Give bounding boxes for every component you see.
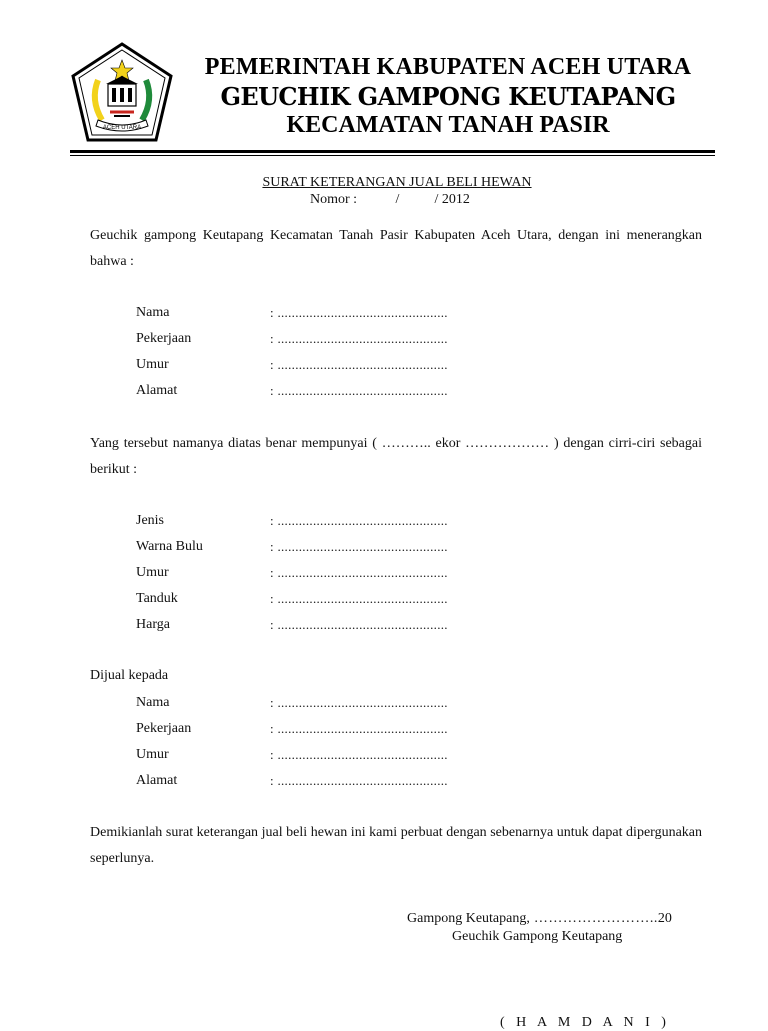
logo-text: ACEH UTARA (102, 125, 142, 131)
signature-date-blank: …………………….. (529, 911, 658, 926)
document-number: Nomor : / / 2012 (310, 192, 470, 207)
field-blank: : ................................................ (270, 565, 448, 580)
field-label: Pekerjaan (136, 331, 192, 346)
field-blank: : ................................................ (270, 539, 448, 554)
field-label: Harga (136, 617, 170, 632)
sold-to-label: Dijual kepada (90, 668, 169, 683)
field-label: Nama (136, 305, 170, 320)
statement-paragraph: Yang tersebut namanya diatas benar mempunyai ( ……….. ekor ……………… ) dengan cirri-ciri sebagai berikut : (90, 436, 702, 477)
field-blank: : ................................................ (270, 331, 448, 346)
header-line-3: KECAMATAN TANAH PASIR (286, 112, 610, 138)
field-label: Jenis (136, 513, 164, 528)
field-blank: : ................................................ (270, 695, 448, 710)
field-blank: : ................................................ (270, 747, 448, 762)
field-label: Umur (136, 357, 169, 372)
field-blank: : ................................................ (270, 305, 448, 320)
field-blank: : ................................................ (270, 357, 448, 372)
signature-place-date (407, 911, 672, 927)
field-blank: : ................................................ (270, 591, 448, 606)
field-blank: : ................................................ (270, 721, 448, 736)
field-label: Tanduk (136, 591, 178, 606)
signatory-name: ( H A M D A N I ) (500, 1015, 670, 1030)
field-blank: : ................................................ (270, 773, 448, 788)
document-title: SURAT KETERANGAN JUAL BELI HEWAN (262, 175, 532, 190)
signature-place: Gampong Keutapang, (407, 911, 530, 926)
field-label: Pekerjaan (136, 721, 192, 736)
signature-year: 20 (657, 911, 672, 926)
field-blank: : ................................................ (270, 617, 448, 632)
header-line-1: PEMERINTAH KABUPATEN ACEH UTARA (204, 54, 692, 80)
header-line-2: GEUCHIK GAMPONG KEUTAPANG (220, 82, 676, 111)
closing-paragraph: Demikianlah surat keterangan jual beli hewan ini kami perbuat dengan sebenarnya untuk dapat dipergunakan seperlunya. (90, 825, 702, 866)
field-blank: : ................................................ (270, 383, 448, 398)
field-label: Umur (136, 565, 169, 580)
signatory-role: Geuchik Gampong Keutapang (452, 929, 623, 944)
field-label: Warna Bulu (136, 539, 203, 554)
intro-paragraph: Geuchik gampong Keutapang Kecamatan Tanah Pasir Kabupaten Aceh Utara, dengan ini menerangkan bahwa : (90, 228, 702, 269)
field-blank: : ................................................ (270, 513, 448, 528)
field-label: Nama (136, 695, 170, 710)
field-label: Alamat (136, 383, 178, 398)
field-label: Alamat (136, 773, 178, 788)
header-rule-thin (70, 155, 715, 156)
header-rule-thick (70, 150, 715, 153)
field-label: Umur (136, 747, 169, 762)
